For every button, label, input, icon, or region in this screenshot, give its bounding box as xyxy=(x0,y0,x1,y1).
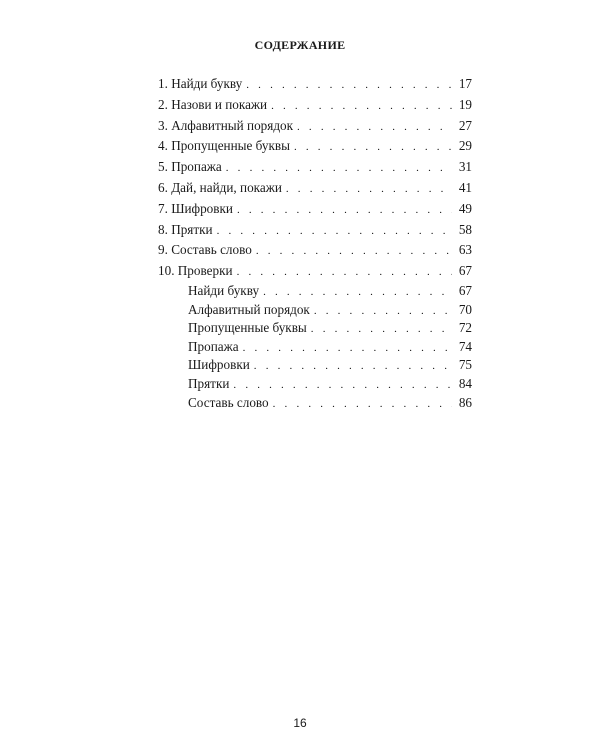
dot-leader xyxy=(271,96,452,117)
toc-entry-title: 2. Назови и покажи xyxy=(158,96,268,112)
dot-leader xyxy=(297,117,452,138)
toc-subentry-title: Алфавитный порядок xyxy=(188,301,310,317)
toc-entry-title: 8. Прятки xyxy=(158,221,213,237)
dot-leader xyxy=(254,357,452,376)
table-of-contents xyxy=(158,74,472,412)
toc-subentry-title: Пропажа xyxy=(188,338,239,354)
dot-leader xyxy=(314,302,452,321)
dot-leader xyxy=(217,221,452,242)
toc-entry-title: 3. Алфавитный порядок xyxy=(158,117,294,133)
toc-entry-title: 10. Проверки xyxy=(158,263,233,279)
dot-leader xyxy=(256,241,452,262)
toc-subentry-page: 84 xyxy=(458,375,472,391)
page-title: СОДЕРЖАНИЕ xyxy=(254,38,346,52)
dot-leader xyxy=(237,200,452,221)
toc-subentry-title: Шифровки xyxy=(188,357,250,373)
toc-subentry-page: 70 xyxy=(458,301,472,317)
toc-subentry-title: Составь слово xyxy=(188,394,269,410)
toc-entry-page: 67 xyxy=(458,263,472,279)
toc-entry-page: 58 xyxy=(458,221,472,237)
toc-entry-page: 49 xyxy=(458,200,472,216)
toc-subentry xyxy=(158,319,472,338)
page-number: 16 xyxy=(293,716,307,730)
toc-subentry-title: Прятки xyxy=(188,375,230,391)
toc-entry-title: 7. Шифровки xyxy=(158,200,233,216)
toc-entry-page: 29 xyxy=(458,138,472,154)
toc-subentry-page: 67 xyxy=(458,282,472,298)
dot-leader xyxy=(294,137,452,158)
toc-entry xyxy=(158,178,472,199)
toc-entry-page: 27 xyxy=(458,117,472,133)
toc-subentry xyxy=(158,356,472,375)
toc-entry-page: 19 xyxy=(458,96,472,112)
toc-subentry xyxy=(158,375,472,394)
toc-entry xyxy=(158,116,472,137)
toc-subentry xyxy=(158,301,472,320)
dot-leader xyxy=(273,395,452,414)
toc-entry-title: 6. Дай, найди, покажи xyxy=(158,179,282,195)
dot-leader xyxy=(233,376,452,395)
toc-subentry-page: 72 xyxy=(458,320,472,336)
dot-leader xyxy=(243,339,452,358)
dot-leader xyxy=(246,75,452,96)
toc-subentry xyxy=(158,394,472,413)
toc-entry xyxy=(158,240,472,261)
toc-entry xyxy=(158,95,472,116)
dot-leader xyxy=(286,179,452,200)
toc-entry-title: 1. Найди букву xyxy=(158,76,243,91)
toc-subentry-title: Найди букву xyxy=(188,282,260,298)
toc-subentry xyxy=(158,338,472,357)
toc-entry xyxy=(158,199,472,220)
toc-entry xyxy=(158,261,472,282)
toc-entry-page: 41 xyxy=(458,179,472,195)
toc-entry xyxy=(158,136,472,157)
toc-entry-page: 63 xyxy=(458,242,472,258)
toc-entry-page: 31 xyxy=(458,159,472,175)
toc-entry xyxy=(158,220,472,241)
toc-entry-title: 4. Пропущенные буквы xyxy=(158,138,290,154)
dot-leader xyxy=(263,283,452,302)
toc-subentry xyxy=(158,282,472,301)
dot-leader xyxy=(311,320,452,339)
toc-subentry-title: Пропущенные буквы xyxy=(188,320,307,336)
toc-entry-page: 17 xyxy=(458,76,472,91)
toc-subentry-page: 74 xyxy=(458,338,472,354)
dot-leader xyxy=(226,158,452,179)
toc-entry xyxy=(158,74,472,95)
toc-subentry-page: 75 xyxy=(458,357,472,373)
toc-entry-title: 9. Составь слово xyxy=(158,242,252,258)
dot-leader xyxy=(237,262,452,283)
toc-entry xyxy=(158,157,472,178)
toc-subentry-page: 86 xyxy=(458,394,472,410)
toc-entry-title: 5. Пропажа xyxy=(158,159,222,175)
